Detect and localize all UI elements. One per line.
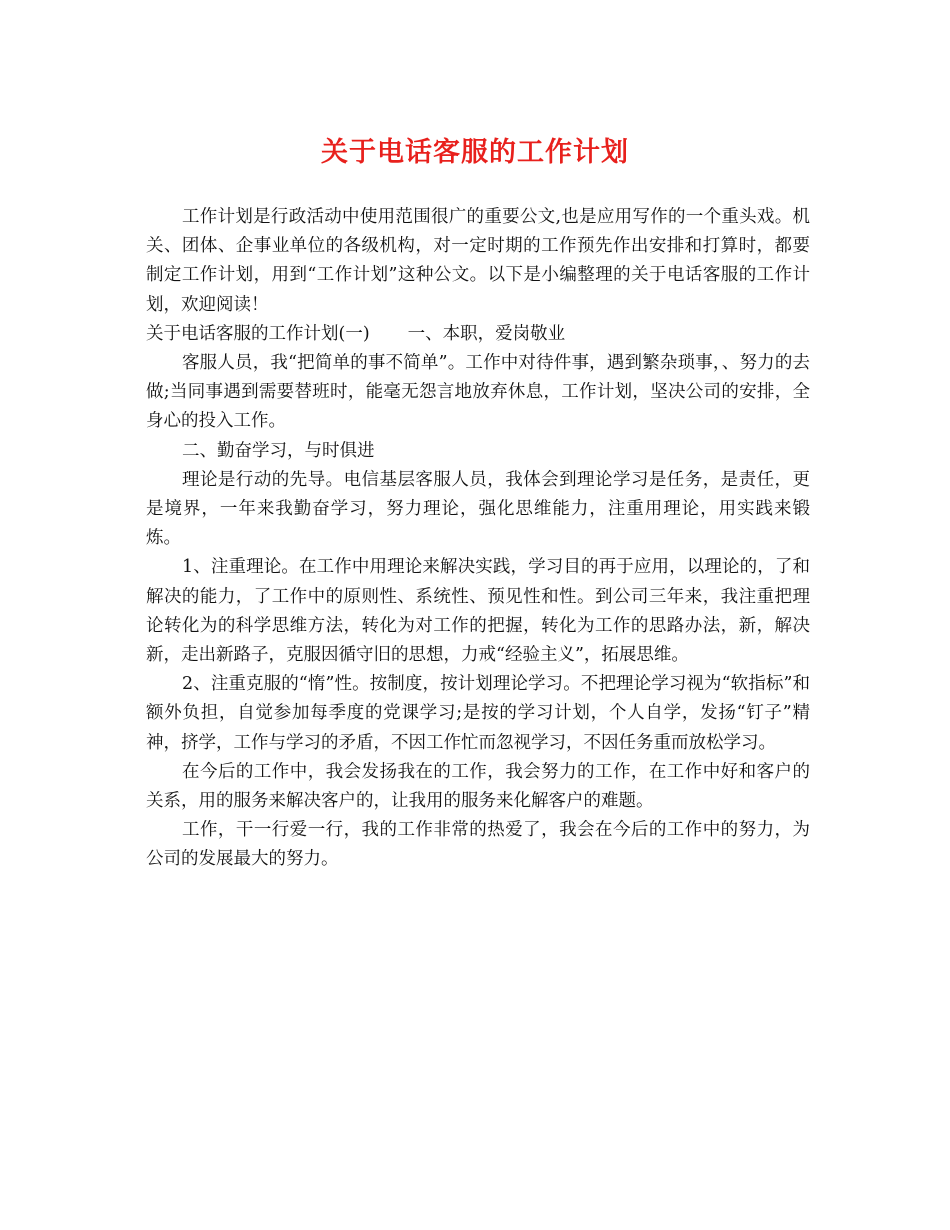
- paragraph-closing: 工作，干一行爱一行，我的工作非常的热爱了，我会在今后的工作中的努力，为公司的发展最大的努力。: [146, 820, 810, 870]
- paragraph-point-1: 1、注重理论。在工作中用理论来解决实践，学习目的再于应用，以理论的，了和解决的能力，了工作中的原则性、系统性、预见性和性。到公司三年来，我注重把理论转化为的科学思维方法，转化为对工作的把握，转化为工作的思路办法，新，解决新，走出新路子，克服因循守旧的思想，力戒“经验主义”，拓展思维。: [146, 557, 810, 666]
- intro-paragraph: 工作计划是行政活动中使用范围很广的重要公文,也是应用写作的一个重头戏。机关、团体、企事业单位的各级机构，对一定时期的工作预先作出安排和打算时，都要制定工作计划，用到“工作计划”这种公文。以下是小编整理的关于电话客服的工作计划，欢迎阅读！: [146, 207, 810, 315]
- paragraph-point-2: 2、注重克服的“惰”性。按制度，按计划理论学习。不把理论学习视为“软指标”和额外负担，自觉参加每季度的党课学习;是按的学习计划，个人自学，发扬“钉子”精神，挤学，工作与学习的矛盾，不因工作忙而忽视学习，不因任务重而放松学习。: [146, 674, 810, 753]
- paragraph-theory: 理论是行动的先导。电信基层客服人员，我体会到理论学习是任务，是责任，更是境界，一年来我勤奋学习，努力理论，强化思维能力，注重用理论，用实践来锻炼。: [146, 469, 810, 549]
- plan-subtitle: 关于电话客服的工作计划(一): [146, 323, 370, 344]
- paragraph-service: 客服人员，我“把简单的事不简单”。工作中对待件事，遇到繁杂琐事，、努力的去做;当同事遇到需要替班时，能毫无怨言地放弃休息，工作计划，坚决公司的安排，全身心的投入工作。: [146, 353, 810, 432]
- section-heading-2: 二、勤奋学习，与时俱进: [182, 440, 375, 461]
- section-line: [146, 320, 810, 349]
- document-title: 关于电话客服的工作计划: [321, 137, 629, 168]
- paragraph-future: 在今后的工作中，我会发扬我在的工作，我会努力的工作，在工作中好和客户的关系，用的服务来解决客户的，让我用的服务来化解客户的难题。: [146, 761, 810, 812]
- section-heading-1: 一、本职，爱岗敬业: [407, 323, 566, 344]
- document-body: [146, 203, 810, 875]
